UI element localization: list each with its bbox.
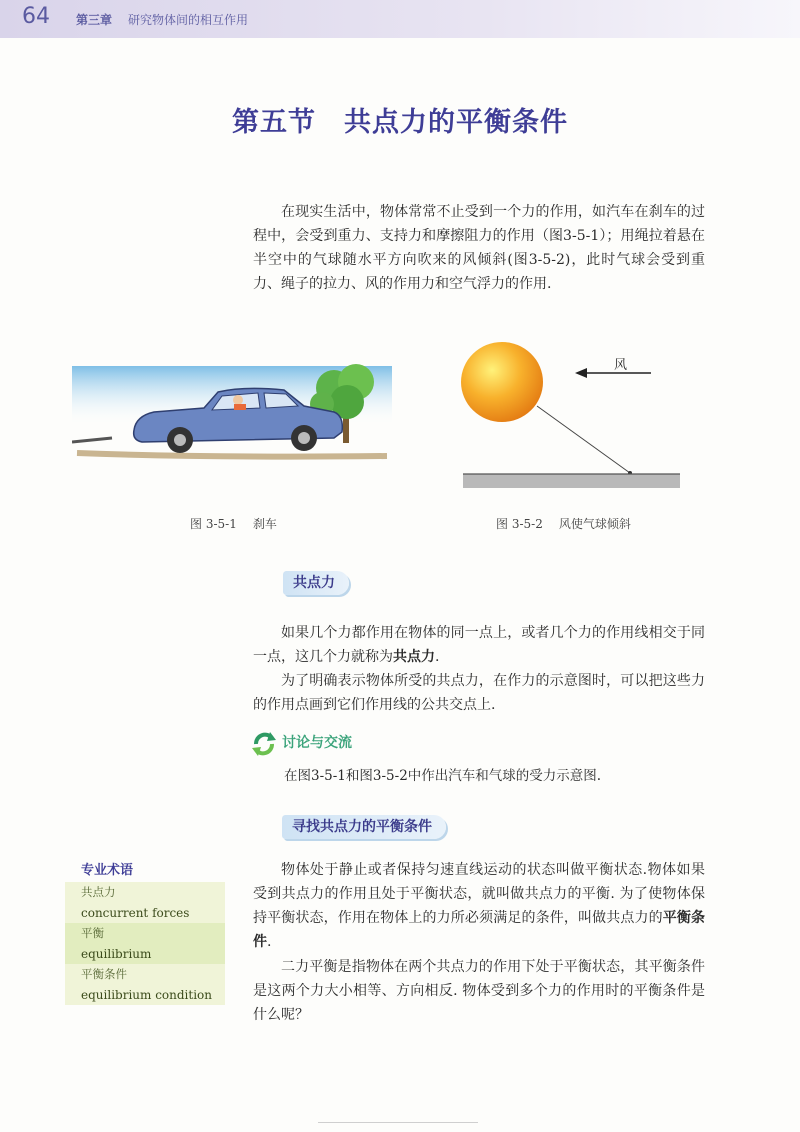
chapter-title: 研究物体间的相互作用 <box>128 13 249 27</box>
equilibrium-term: 平衡条件 <box>253 910 706 950</box>
concurrent-definition: 如果几个力都作用在物体的同一点上，或者几个力的作用线相交于同一点，这几个力就称为共点力. <box>253 625 705 665</box>
balloon-wind-figure <box>455 340 680 490</box>
glossary-item: 平衡条件 <box>65 964 225 985</box>
concurrent-diagram-tip: 为了明确表示物体所受的共点力，在作力的示意图时，可以把这些力的作用点画到它们作用线的公共交点上. <box>253 673 705 713</box>
car-figure-caption-text: 刹车 <box>252 517 277 531</box>
equilibrium-definition-text: 物体处于静止或者保持匀速直线运动的状态叫做平衡状态.物体如果受到共点力的作用且处于平衡状态，就叫做共点力的平衡. 为了使物体保持平衡状态，作用在物体上的力所必须满足的条件，叫做共点力的 <box>253 862 705 926</box>
discussion-title: 讨论与交流 <box>282 735 352 751</box>
bottom-divider <box>318 1122 478 1123</box>
balloon-figure-caption-text: 风使气球倾斜 <box>558 517 631 531</box>
equilibrium-definition: 物体处于静止或者保持匀速直线运动的状态叫做平衡状态.物体如果受到共点力的作用且处于平衡状态，就叫做共点力的平衡. 为了使物体保持平衡状态，作用在物体上的力所必须满足的条件，叫做共点力的平衡条件. <box>253 862 706 950</box>
page-number: 64 <box>22 4 50 29</box>
balloon-icon <box>461 342 543 422</box>
glossary-box <box>65 860 225 1005</box>
glossary-item: concurrent forces <box>65 903 225 924</box>
wind-arrow-icon <box>575 368 651 378</box>
glossary-item: 共点力 <box>65 882 225 903</box>
balloon-figure-number: 图 3-5-2 <box>496 517 543 531</box>
concurrent-definition-text: 如果几个力都作用在物体的同一点上，或者几个力的作用线相交于同一点，这几个力就称为 <box>253 625 705 665</box>
section-title: 第五节 共点力的平衡条件 <box>232 107 568 138</box>
intro-paragraph: 在现实生活中，物体常常不止受到一个力的作用，如汽车在刹车的过程中，会受到重力、支持力和摩擦阻力的作用（图3-5-1）；用绳拉着悬在半空中的气球随水平方向吹来的风倾斜(图3-5-2)，此时气球会受到重力、绳子的拉力、风的作用力和空气浮力的作用. <box>253 204 705 292</box>
car-braking-figure <box>72 358 392 473</box>
discussion-icon <box>250 730 278 758</box>
wind-label: 风 <box>614 358 628 373</box>
header-band <box>0 0 800 38</box>
car-figure-number: 图 3-5-1 <box>190 517 237 531</box>
balloon-figure-caption <box>496 515 631 532</box>
glossary-title: 专业术语 <box>81 863 134 878</box>
chapter-label: 第三章 <box>76 13 113 27</box>
ground <box>463 474 680 488</box>
concurrent-term: 共点力 <box>393 649 435 665</box>
car-figure-caption <box>190 515 277 532</box>
glossary-item: 平衡 <box>65 923 225 944</box>
discussion-text: 在图3-5-1和图3-5-2中作出汽车和气球的受力示意图. <box>284 768 602 784</box>
equilibrium-condition-heading: 寻找共点力的平衡条件 <box>282 815 446 839</box>
glossary-item: equilibrium <box>65 944 225 965</box>
rope <box>537 406 630 473</box>
concurrent-force-heading: 共点力 <box>283 571 349 595</box>
glossary-item: equilibrium condition <box>65 985 225 1006</box>
two-force-equilibrium: 二力平衡是指物体在两个共点力的作用下处于平衡状态，其平衡条件是这两个力大小相等、方向相反. 物体受到多个力的作用时的平衡条件是什么呢？ <box>253 959 705 1023</box>
